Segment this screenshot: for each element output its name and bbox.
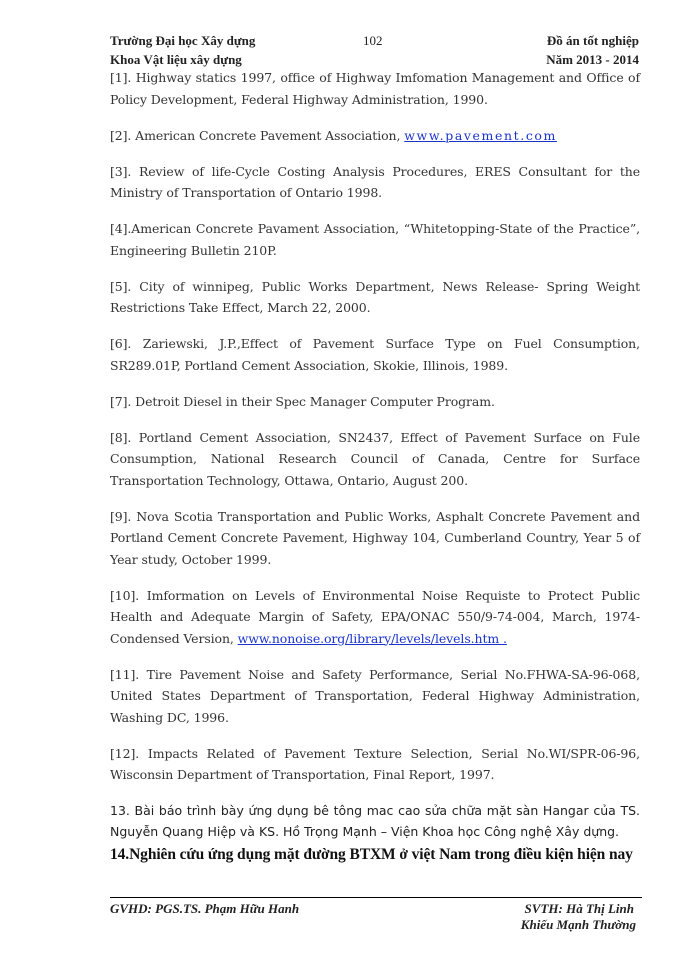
reference-item: [9]. Nova Scotia Transportation and Public Works, Asphalt Concrete Pavement and Portland Cement Concrete Pavement, Highway 104, Cumberland Country, Year 5 of Year study, October 1999. [110, 508, 640, 567]
reference-list [110, 67, 640, 864]
reference-item: [4].American Concrete Pavament Association, “Whitetopping-State of the Practice”, Engineering Bulletin 210P. [110, 221, 640, 258]
page-header [110, 33, 639, 71]
student-name: SVTH: Hà Thị Linh [524, 901, 634, 916]
reference-item: [3]. Review of life-Cycle Costing Analysis Procedures, ERES Consultant for the Ministry of Transportation of Ontario 1998. [110, 163, 640, 200]
footer-divider [110, 897, 642, 898]
page-number: 102 [363, 33, 383, 48]
reference-heading: 14.Nghiên cứu ứng dụng mặt đường BTXM ở việt Nam trong điều kiện hiện nay [110, 846, 633, 863]
school-name: Trường Đại học Xây dựng [110, 33, 256, 48]
reference-item: [1]. Highway statics 1997, office of Highway Imfomation Management and Office of Policy Development, Federal Highway Administration, 1990. [110, 70, 640, 107]
faculty-name: Khoa Vật liệu xây dựng [110, 52, 242, 67]
reference-item: [12]. Impacts Related of Pavement Texture Selection, Serial No.WI/SPR-06-96, Wisconsin Department of Transportation, Final Report, 1997. [110, 745, 640, 782]
reference-item: [6]. Zariewski, J.P.,Effect of Pavement Surface Type on Fuel Consumption, SR289.01P, Portland Cement Association, Skokie, Illinois, 1989. [110, 336, 640, 373]
reference-item: [2]. American Concrete Pavement Association, www.pavement.com [110, 127, 558, 143]
academic-year: Năm 2013 - 2014 [546, 52, 639, 67]
reference-item: [11]. Tire Pavement Noise and Safety Performance, Serial No.FHWA-SA-96-068, United States Department of Transportation, Federal Highway Administration, Washing DC, 1996. [110, 666, 640, 725]
advisor-name: GVHD: PGS.TS. Phạm Hữu Hanh [110, 901, 300, 916]
reference-item: [5]. City of winnipeg, Public Works Department, News Release- Spring Weight Restrictions Take Effect, March 22, 2000. [110, 278, 640, 315]
reference-item: [7]. Detroit Diesel in their Spec Manager Computer Program. [110, 393, 495, 409]
reference-item: [10]. Imformation on Levels of Environmental Noise Requiste to Protect Public Health and Adequate Margin of Safety, EPA/ONAC 550/9-74-004, March, 1974-Condensed Version, www.nonoise.org/library/levels/levels.htm . [110, 587, 640, 646]
reference-link[interactable]: www.nonoise.org/library/levels/levels.htm . [237, 630, 507, 646]
document-type: Đồ án tốt nghiệp [546, 33, 639, 48]
reference-item: 13. Bài báo trình bày ứng dụng bê tông mac cao sửa chữa mặt sàn Hangar của TS. Nguyễn Quang Hiệp và KS. Hồ Trọng Mạnh – Viện Khoa học Công nghệ Xây dựng. [110, 803, 640, 839]
reference-item: [8]. Portland Cement Association, SN2437, Effect of Pavement Surface on Fule Consumption, National Research Council of Canada, Centre for Surface Transportation Technology, Ottawa, Ontario, August 200. [110, 429, 640, 488]
reference-link[interactable]: www.pavement.com [404, 127, 558, 143]
student-name: Khiếu Mạnh Thường [520, 917, 636, 932]
